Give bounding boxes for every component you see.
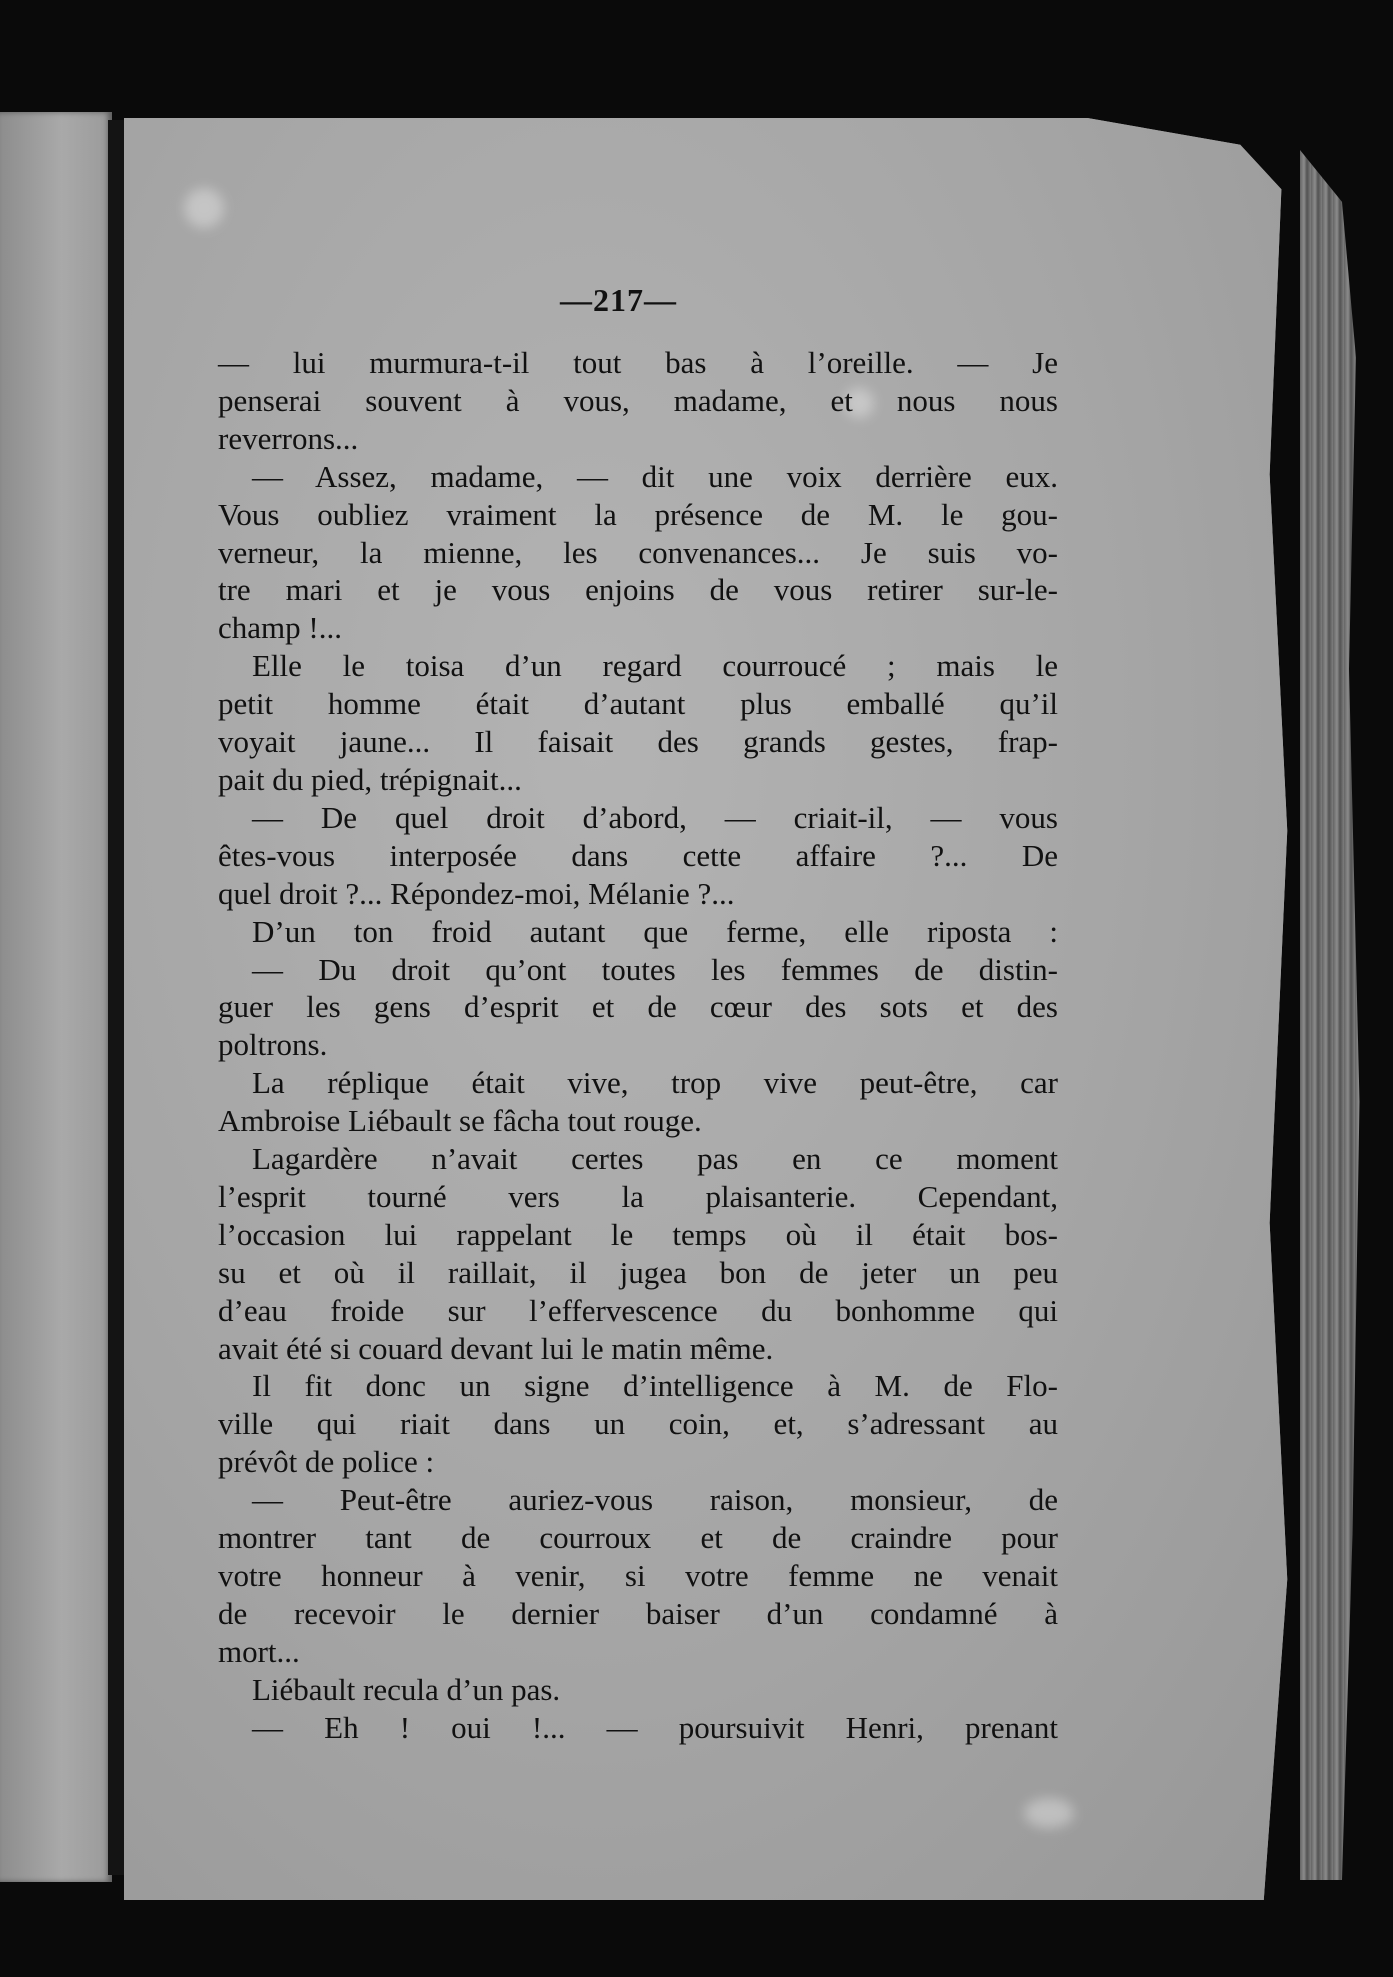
text-line: l’esprit tourné vers la plaisanterie. Cependant, <box>218 1178 1058 1214</box>
text-line: champ !... <box>218 610 342 646</box>
text-line: votre honneur à venir, si votre femme ne venait <box>218 1558 1058 1593</box>
text-line: d’eau froide sur l’effervescence du bonhomme qui <box>218 1292 1058 1328</box>
text-line: mort... <box>218 1633 300 1669</box>
text-line: guer les gens d’esprit et de cœur des sots et des <box>218 989 1058 1025</box>
text-line: poltrons. <box>218 1027 328 1063</box>
text-line: tre mari et je vous enjoins de vous retirer sur-le- <box>218 572 1058 608</box>
text-line: Il fit donc un signe d’intelligence à M. de Flo- <box>252 1368 1058 1404</box>
text-line: — lui murmura-t-il tout bas à l’oreille. — Je <box>218 345 1058 380</box>
paper-stain <box>1024 1798 1074 1828</box>
text-line: Elle le toisa d’un regard courroucé ; mais le <box>252 648 1058 684</box>
text-line: pait du pied, trépignait... <box>218 761 522 797</box>
text-line: êtes-vous interposée dans cette affaire ?... De <box>218 837 1058 873</box>
text-line: quel droit ?... Répondez-moi, Mélanie ?... <box>218 875 735 911</box>
text-line: D’un ton froid autant que ferme, elle riposta : <box>252 913 1058 949</box>
page-number: —217— <box>560 282 677 318</box>
text-line: de recevoir le dernier baiser d’un condamné à <box>218 1595 1058 1631</box>
text-line: Liébault recula d’un pas. <box>252 1671 561 1707</box>
paper-stain <box>184 188 224 228</box>
text-line: penserai souvent à vous, madame, et nous nous <box>218 382 1058 418</box>
text-line: su et où il raillait, il jugea bon de jeter un peu <box>218 1254 1058 1290</box>
text-line: Vous oubliez vraiment la présence de M. le gou- <box>218 496 1058 532</box>
page-text <box>218 344 1058 1747</box>
facing-page-edge <box>0 112 112 1882</box>
text-line: prévôt de police : <box>218 1444 435 1480</box>
text-line: La réplique était vive, trop vive peut-être, car <box>252 1065 1058 1101</box>
text-line: montrer tant de courroux et de craindre pour <box>218 1520 1058 1556</box>
text-line: — Peut-être auriez-vous raison, monsieur, de <box>252 1482 1058 1518</box>
text-line: — Eh ! oui !... — poursuivit Henri, prenant <box>252 1709 1058 1745</box>
text-line: l’occasion lui rappelant le temps où il était bos- <box>218 1216 1058 1252</box>
text-line: petit homme était d’autant plus emballé qu’il <box>218 686 1058 722</box>
text-line: Ambroise Liébault se fâcha tout rouge. <box>218 1103 702 1139</box>
text-line: — Assez, madame, — dit une voix derrière eux. <box>252 458 1058 494</box>
text-line: avait été si couard devant lui le matin même. <box>218 1330 774 1366</box>
book-gutter <box>108 120 124 1875</box>
text-line: — Du droit qu’ont toutes les femmes de distin- <box>252 951 1058 987</box>
text-line: — De quel droit d’abord, — criait-il, — vous <box>252 799 1058 835</box>
text-line: ville qui riait dans un coin, et, s’adressant au <box>218 1406 1058 1442</box>
text-line: verneur, la mienne, les convenances... Je suis vo- <box>218 534 1058 570</box>
text-line: voyait jaune... Il faisait des grands gestes, frap- <box>218 724 1058 760</box>
text-line: Lagardère n’avait certes pas en ce moment <box>252 1141 1058 1177</box>
text-line: reverrons... <box>218 420 359 456</box>
